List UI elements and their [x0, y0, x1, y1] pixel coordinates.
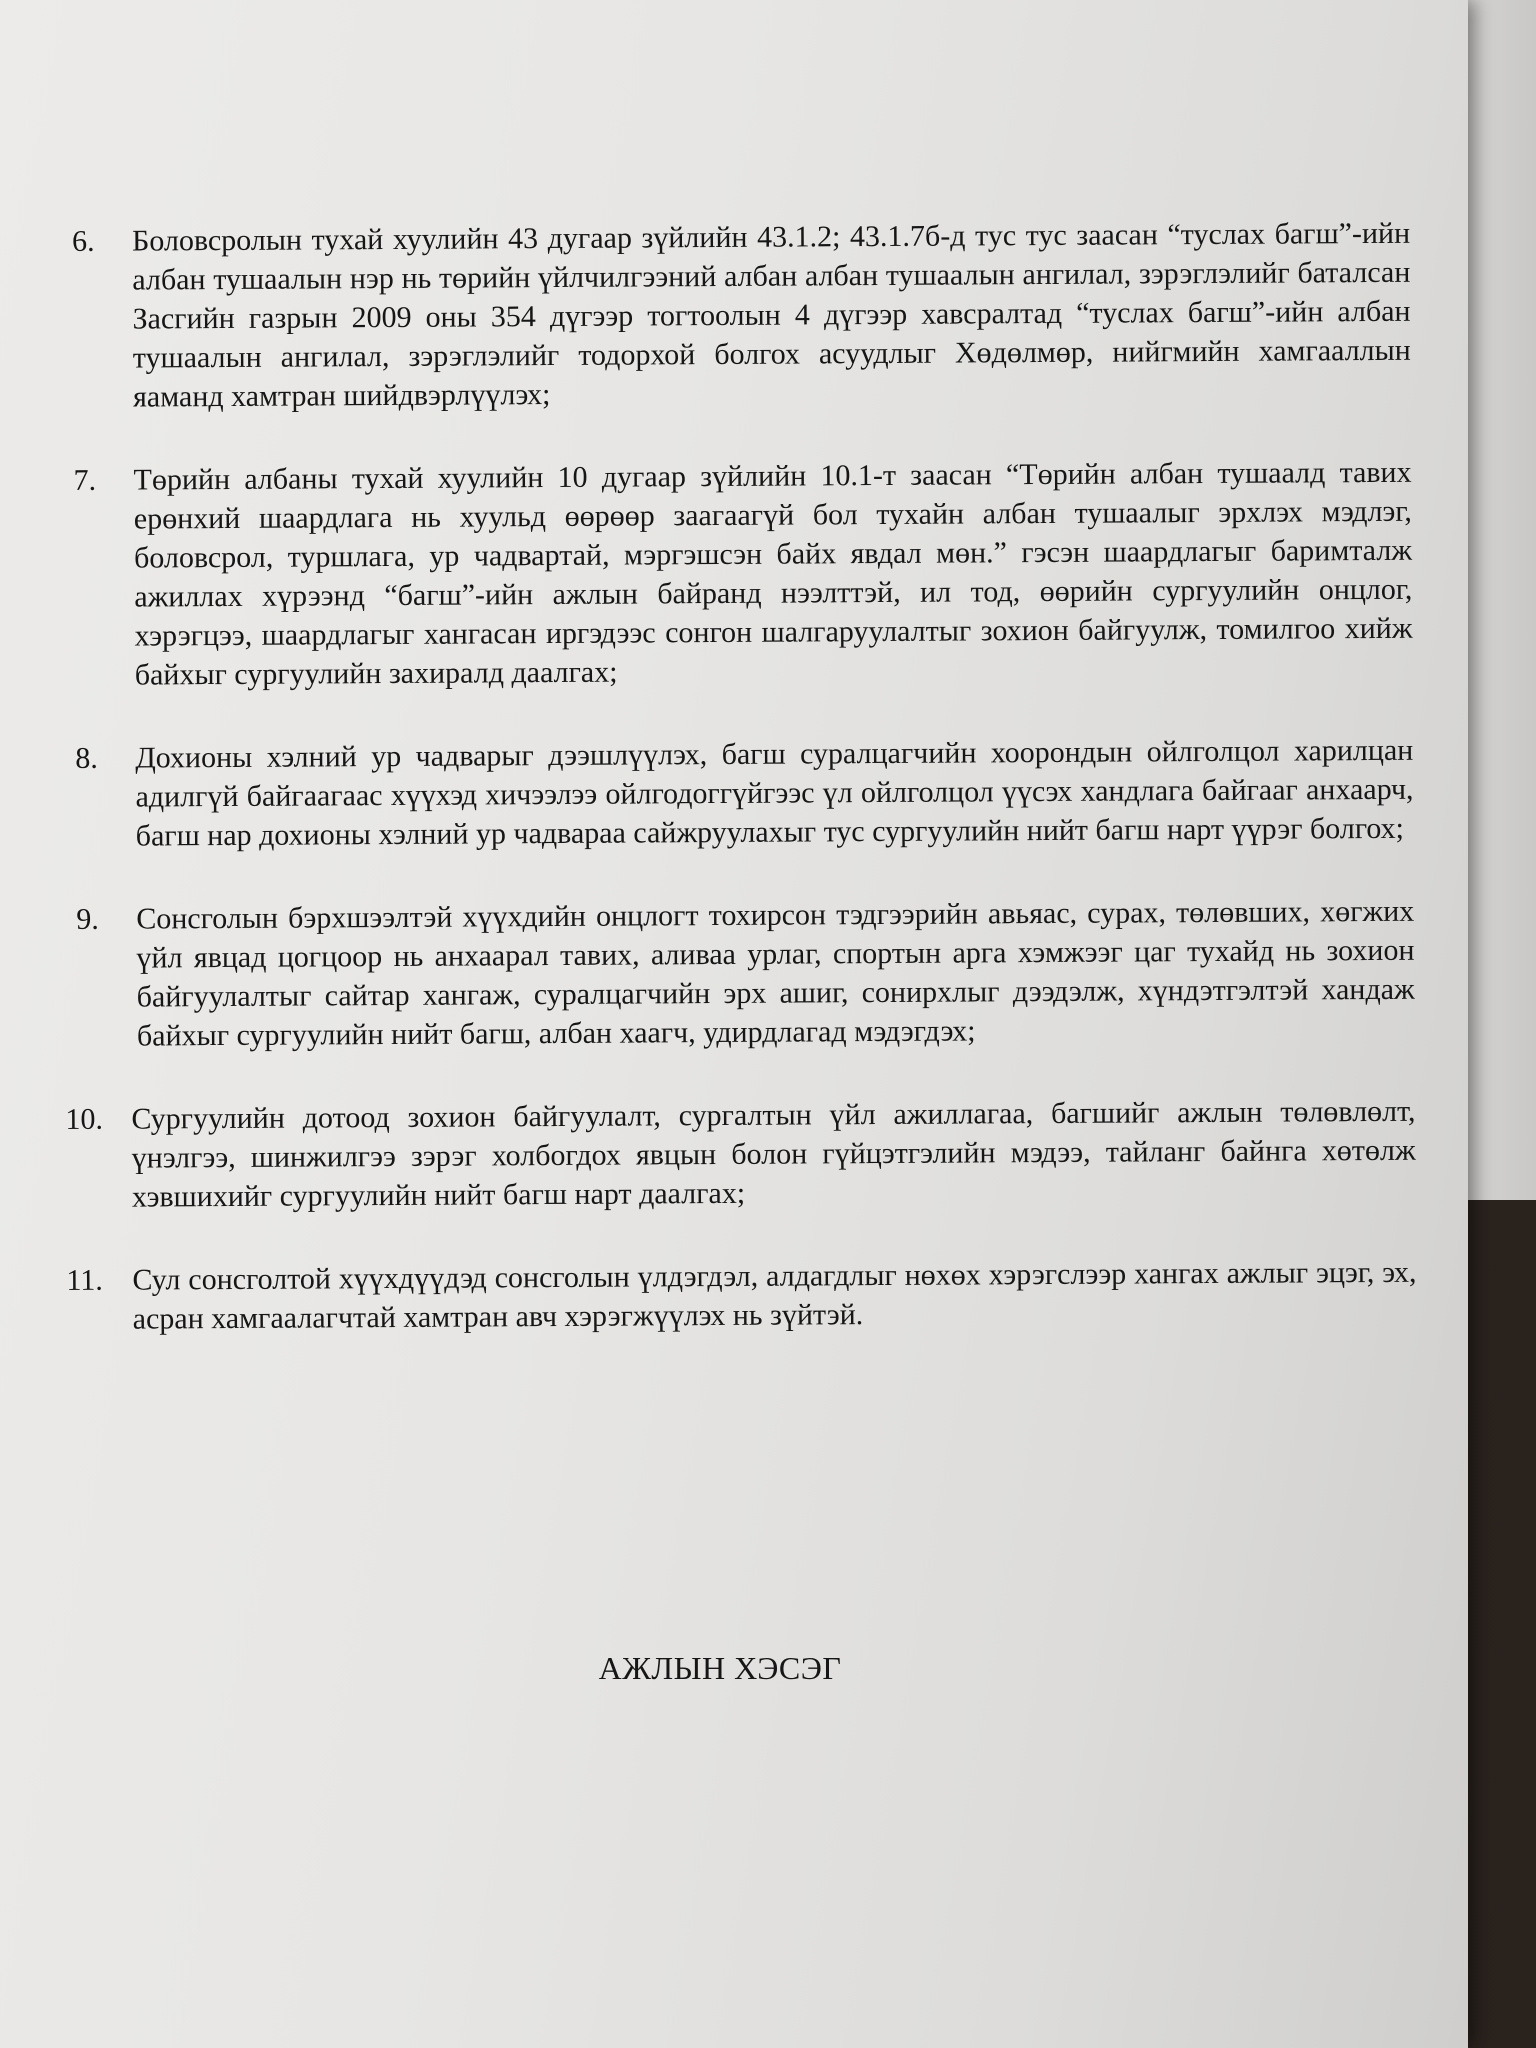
item-number: 10. — [65, 1102, 104, 1136]
list-item-6 — [60, 214, 1411, 417]
list-item-7 — [61, 453, 1412, 695]
item-text: Төрийн албаны тухай хуулийн 10 дугаар зүйлийн 10.1-т заасан “Төрийн албан тушаалд тавих ерөнхий шаардлага нь хуульд өөрөөр заагаагүй бол тухайн албан тушаалыг эрхлэх мэдлэг, боловсрол, туршлага, ур чадвартай, мэргэшсэн байх явдал мөн.” гэсэн шаардлагыг баримталж ажиллах хүрээнд “багш”-ийн ажлын байранд нээлттэй, ил тод, өөрийн сургуулийн онцлог, хэрэгцээ, шаардлагыг хангасан иргэдээс сонгон шалгаруулалтыг зохион байгуулж, томилгоо хийж байхыг сургуулийн захиралд даалгах; — [133, 455, 1413, 692]
item-number: 9. — [76, 902, 99, 936]
item-number: 8. — [75, 741, 98, 775]
item-text: Дохионы хэлний ур чадварыг дээшлүүлэх, багш суралцагчийн хоорондын ойлголцол харилцан адилгүй байгаагаас хүүхэд хичээлээ ойлгодоггүйгээс үл ойлголцол үүсэх хандлага байгааг анхаарч, багш нар дохионы хэлний ур чадвараа сайжруулахыг тус сургуулийн нийт багш нарт үүрэг болгох; — [135, 733, 1414, 853]
item-text: Боловсролын тухай хуулийн 43 дугаар зүйлийн 43.1.2; 43.1.7б-д тус тус заасан “туслах багш”-ийн албан тушаалын нэр нь төрийн үйлчилгээний албан албан тушаалын ангилал, зэрэглэлийг баталсан Засгийн газрын 2009 оны 354 дүгээр тогтоолын 4 дүгээр хавсралтад “туслах багш”-ийн албан тушаалын ангилал, зэрэглэлийг тодорхой болгох асуудлыг Хөдөлмөр, нийгмийн хамгааллын яаманд хамтран шийдвэрлүүлэх; — [132, 216, 1411, 414]
item-text: Сул сонсголтой хүүхдүүдэд сонсголын үлдэгдэл, алдагдлыг нөхөх хэрэгслээр хангах ажлыг эцэг, эх, асран хамгаалагчтай хамтран авч хэрэгжүүлэх нь зүйтэй. — [132, 1255, 1417, 1336]
list-item-8 — [63, 731, 1414, 856]
item-text: Сургуулийн дотоод зохион байгуулалт, сургалтын үйл ажиллагаа, багшийг ажлын төлөвлөлт, үнэлгээ, шинжилгээ зэрэг холбогдох явцын болон гүйцэтгэлийн мэдээ, тайланг байнга хөтөлж хэвшихийг сургуулийн нийт багш нарт даалгах; — [131, 1094, 1416, 1214]
item-number: 6. — [72, 224, 95, 258]
numbered-list — [60, 214, 1417, 1383]
item-number: 11. — [66, 1263, 103, 1297]
list-item-10 — [65, 1092, 1416, 1217]
list-item-11 — [66, 1253, 1416, 1339]
item-number: 7. — [73, 463, 97, 497]
item-text: Сонсголын бэрхшээлтэй хүүхдийн онцлогт тохирсон тэдгээрийн авьяас, сурах, төлөвших, хөгжих үйл явцад цогцоор нь анхаарал тавих, аливаа урлаг, спортын арга хэмжээг цаг тухайд нь зохион байгуулалтыг сайтар хангаж, суралцагчийн эрх ашиг, сонирхлыг дээдэлж, хүндэтгэлтэй хандаж байхыг сургуулийн нийт багш, албан хаагч, удирдлагад мэдэгдэх; — [136, 894, 1415, 1053]
list-item-9 — [64, 892, 1415, 1056]
signature-working-group: АЖЛЫН ХЭСЭГ — [598, 1650, 842, 1686]
